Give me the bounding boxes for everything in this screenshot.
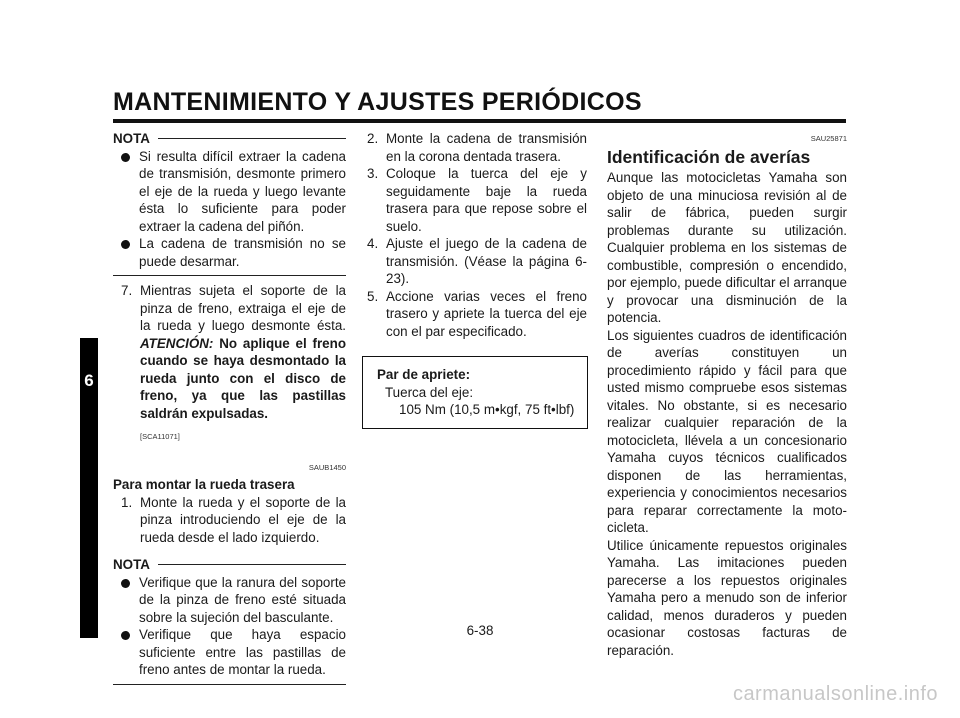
middle-column — [367, 130, 587, 429]
nota-label: NOTA — [113, 131, 150, 146]
right-column — [607, 130, 847, 659]
step-7 — [113, 282, 346, 446]
section-title: Identificación de averías — [607, 146, 811, 167]
attention-label: ATENCIÓN: — [140, 335, 214, 351]
title-underline — [113, 119, 846, 123]
subsection-heading: Para montar la rueda trasera — [113, 477, 295, 492]
nota-rule — [158, 564, 346, 565]
nota-end-rule — [113, 684, 346, 685]
watermark: carmanualsonline.info — [732, 683, 938, 705]
step-number: 3. — [367, 166, 379, 181]
step-text: Accione varias veces el freno trasero y apriete la tuerca del eje con el par especificado. — [386, 288, 587, 339]
bullet-text: La cadena de transmisión no se puede desarmar. — [139, 236, 346, 269]
step-text: Monte la rueda y el soporte de la pinza introduciendo el eje de la rueda desde el lado izquierdo. — [140, 494, 346, 545]
chapter-tab — [80, 338, 98, 638]
step-text: Mientras sujeta el soporte de la pinza de freno, extraiga el eje de la rueda y luego desmonte ésta. — [140, 283, 346, 333]
bullet-text: Verifique que haya espacio suficiente entre las pastillas de freno antes de montar la rueda. — [139, 627, 346, 677]
step-4 — [367, 235, 587, 288]
warning-text: No aplique el freno cuando se haya desmontado la rueda junto con el disco de freno, ya que las pastillas saldrán expulsadas. — [140, 335, 346, 421]
nota-header — [113, 130, 346, 148]
spec-value: 105 Nm (10,5 m•kgf, 75 ft•lbf) — [399, 402, 575, 417]
step-number: 2. — [367, 131, 379, 146]
step-3 — [367, 165, 587, 235]
chapter-number: 6 — [84, 371, 94, 390]
paragraph: Los siguientes cuadros de identificación de averías constituyen un procedimiento rápido y fácil para que usted mismo compruebe esos sistemas vitales. No obstante, si es necesario realizar cualquier reparación de la motocicleta, llévela a un concesionario Yamaha cuyos técnicos cualificados disponen de las herramientas, experiencia y conocimientos necesarios para reparar correctamente la motocicleta. — [607, 327, 847, 535]
step-number: 5. — [367, 288, 379, 304]
step-text: Coloque la tuerca del eje y seguidamente baje la rueda trasera para que repose sobre el suelo. — [386, 166, 587, 234]
bullet-text: Si resulta difícil extraer la cadena de transmisión, desmonte primero el eje de la rueda y luego levante ésta lo suficiente para poder extraer la cadena del piñón. — [139, 148, 346, 234]
step-text: Monte la cadena de transmisión en la corona dentada trasera. — [386, 131, 587, 164]
bullet-text: Verifique que la ranura del soporte de la pinza de freno esté situada sobre la sujeción del basculante. — [139, 574, 346, 625]
nota-bullet — [113, 235, 346, 270]
section-code: SAUB1450 — [308, 462, 346, 472]
bullet-dot-icon — [121, 153, 130, 162]
step-5 — [367, 288, 587, 341]
page-title: MANTENIMIENTO Y AJUSTES PERIÓDICOS — [113, 88, 642, 116]
torque-spec-box — [362, 356, 588, 429]
nota-label: NOTA — [113, 557, 150, 572]
caution-code: [SCA11071] — [140, 432, 180, 441]
section-code: SAU25871 — [810, 134, 847, 143]
bullet-dot-icon — [121, 579, 130, 588]
spec-label: Par de apriete: — [377, 367, 471, 382]
nota-bullet — [113, 574, 346, 627]
step-number: 1. — [121, 494, 133, 510]
step-2 — [367, 130, 587, 165]
nota-bullet — [113, 148, 346, 236]
step-text: Ajuste el juego de la cadena de transmisión. (Véase la página 6-23). — [386, 236, 587, 286]
bullet-dot-icon — [121, 240, 130, 249]
step-number: 7. — [121, 283, 133, 298]
step-number: 4. — [367, 236, 379, 251]
left-column — [113, 130, 346, 685]
paragraph: Utilice únicamente repuestos originales Yamaha. Las imitaciones pueden parecerse a los repuestos originales Yamaha pero a menudo son de inferior calidad, menos duraderos y pueden ocasionar costosas facturas de reparación. — [607, 537, 847, 658]
paragraph: Aunque las motocicletas Yamaha son objeto de una minuciosa revisión al de salir de fábrica, pueden surgir problemas durante su utilización. Cualquier problema en los sistemas de combustible, compresión o encendido, por ejemplo, puede dificultar el arranque y provocar una disminución de la potencia. — [607, 170, 847, 325]
nota-rule — [158, 138, 346, 139]
nota-end-rule — [113, 275, 346, 276]
nota-header — [113, 556, 346, 574]
page-number: 6-38 — [466, 623, 494, 638]
step-1 — [113, 494, 346, 547]
spec-item: Tuerca del eje: — [385, 384, 474, 400]
